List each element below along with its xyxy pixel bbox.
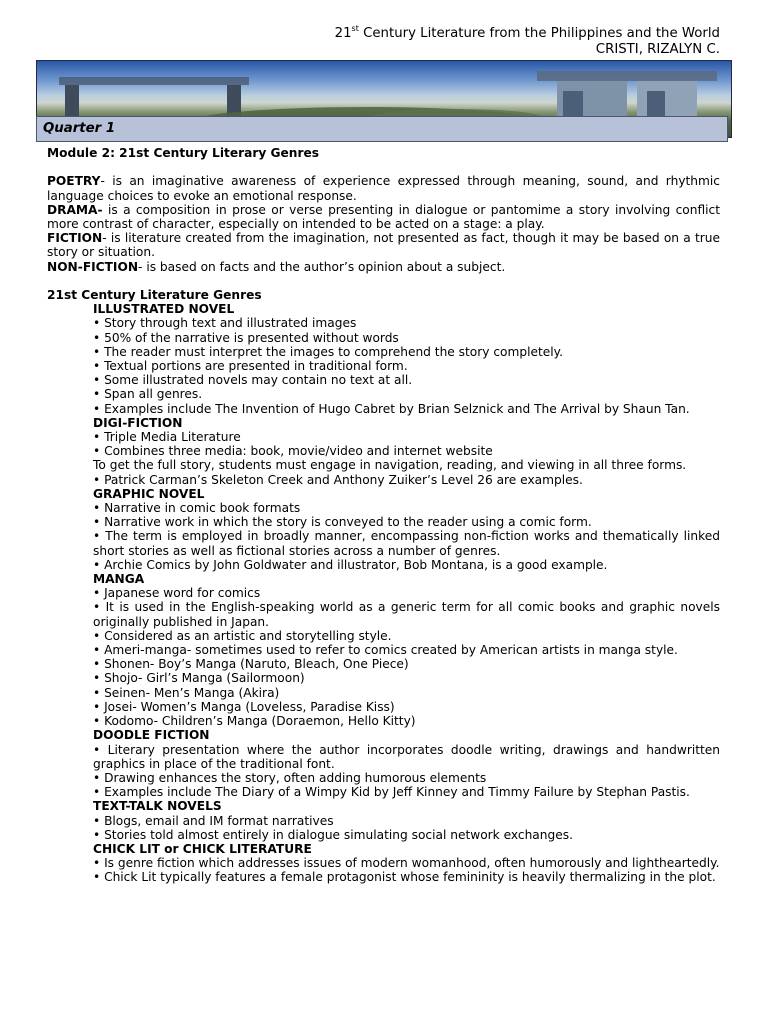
genre-title: DIGI-FICTION <box>93 415 183 430</box>
definition-item <box>47 203 720 231</box>
genre-bullet: • Kodomo- Children’s Manga (Doraemon, Hello Kitty) <box>93 714 416 729</box>
genre-bullet: • Considered as an artistic and storytelling style. <box>93 628 392 643</box>
genre-bullet: • Chick Lit typically features a female protagonist whose femininity is heavily thermalizing in the plot. <box>93 870 716 885</box>
definition-item <box>47 231 720 259</box>
genre-title: CHICK LIT or CHICK LITERATURE <box>93 841 312 856</box>
module-title: Module 2: 21st Century Literary Genres <box>47 146 319 160</box>
genre-bullet: • Examples include The Invention of Hugo Cabret by Brian Selznick and The Arrival by Shaun Tan. <box>93 401 690 416</box>
definition-item <box>47 260 720 274</box>
document-header <box>335 26 720 58</box>
definition-term: POETRY <box>47 174 101 189</box>
genre-title: ILLUSTRATED NOVEL <box>93 302 235 317</box>
genre-bullet: • Patrick Carman’s Skeleton Creek and Anthony Zuiker’s Level 26 are examples. <box>93 472 583 487</box>
genre-bullet: • Some illustrated novels may contain no text at all. <box>93 373 413 388</box>
genre-bullet: • Examples include The Diary of a Wimpy Kid by Jeff Kinney and Timmy Failure by Stephan Pastis. <box>93 785 690 800</box>
genre-bullet: • Shojo- Girl’s Manga (Sailormoon) <box>93 671 305 686</box>
document-body <box>47 146 720 885</box>
genre-bullet: • Is genre fiction which addresses issues of modern womanhood, often humorously and lightheartedly. <box>93 856 720 871</box>
genre-title: DOODLE FICTION <box>93 728 210 743</box>
genre-bullet: To get the full story, students must engage in navigation, reading, and viewing in all three forms. <box>93 458 687 473</box>
quarter-label: Quarter 1 <box>36 116 728 142</box>
genre-bullet: • Drawing enhances the story, often adding humorous elements <box>93 770 487 785</box>
genre-bullet: • Josei- Women’s Manga (Loveless, Paradise Kiss) <box>93 699 395 714</box>
genre-bullet: • Combines three media: book, movie/video and internet website <box>93 444 493 459</box>
definition-item <box>47 174 720 202</box>
genre-title: MANGA <box>93 572 145 587</box>
genre-bullet: • 50% of the narrative is presented without words <box>93 330 399 345</box>
definitions-list <box>47 174 720 273</box>
genre-bullet: • Narrative work in which the story is conveyed to the reader using a comic form. <box>93 515 592 530</box>
definition-term: FICTION <box>47 231 103 246</box>
genre-bullet: • Triple Media Literature <box>93 430 241 445</box>
genre-bullet: • Literary presentation where the author incorporates doodle writing, drawings and handwritten graphics in place of the traditional font. <box>93 742 720 771</box>
genre-bullet: • Span all genres. <box>93 387 203 402</box>
definition-term: NON-FICTION <box>47 259 139 274</box>
genre-title: TEXT-TALK NOVELS <box>93 799 222 814</box>
definition-text: - is literature created from the imagination, not presented as fact, though it may be based on a true story or situation. <box>47 231 720 260</box>
document-title: 21st Century Literature from the Philippines and the World <box>334 24 720 41</box>
genre-bullet: • Story through text and illustrated images <box>93 316 357 331</box>
genre-bullet: • It is used in the English-speaking world as a generic term for all comic books and graphic novels originally published in Japan. <box>93 600 720 629</box>
definition-text: - is an imaginative awareness of experience expressed through meaning, sound, and rhythmic language choices to evoke an emotional response. <box>47 174 720 203</box>
definition-text: - is based on facts and the author’s opinion about a subject. <box>138 259 506 274</box>
genre-bullet: • The reader must interpret the images to comprehend the story completely. <box>93 344 564 359</box>
author-name: CRISTI, RIZALYN C. <box>595 42 720 57</box>
genre-title: GRAPHIC NOVEL <box>93 486 205 501</box>
genre-bullet: • Stories told almost entirely in dialogue simulating social network exchanges. <box>93 827 573 842</box>
genre-bullet: • Seinen- Men’s Manga (Akira) <box>93 685 280 700</box>
definition-text: is a composition in prose or verse presenting in dialogue or pantomime a story involving conflict more contrast of character, especially on intended to be acted on a stage: a play. <box>47 202 720 231</box>
genres-list <box>47 302 720 884</box>
genre-bullet: • Archie Comics by John Goldwater and illustrator, Bob Montana, is a good example. <box>93 557 608 572</box>
genre-bullet: • Ameri-manga- sometimes used to refer to comics created by American artists in manga style. <box>93 643 678 658</box>
genre-bullet: • Shonen- Boy’s Manga (Naruto, Bleach, One Piece) <box>93 657 409 672</box>
genre-bullet: • Narrative in comic book formats <box>93 501 301 516</box>
genre-bullet: • Japanese word for comics <box>93 586 261 601</box>
definition-term: DRAMA- <box>47 202 103 217</box>
genre-bullet: • Textual portions are presented in traditional form. <box>93 359 408 374</box>
genre-bullet: • Blogs, email and IM format narratives <box>93 813 334 828</box>
genre-bullet: • The term is employed in broadly manner, encompassing non-fiction works and thematically linked short stories as well as fictional stories across a number of genres. <box>93 529 720 558</box>
genres-heading: 21st Century Literature Genres <box>47 288 262 302</box>
